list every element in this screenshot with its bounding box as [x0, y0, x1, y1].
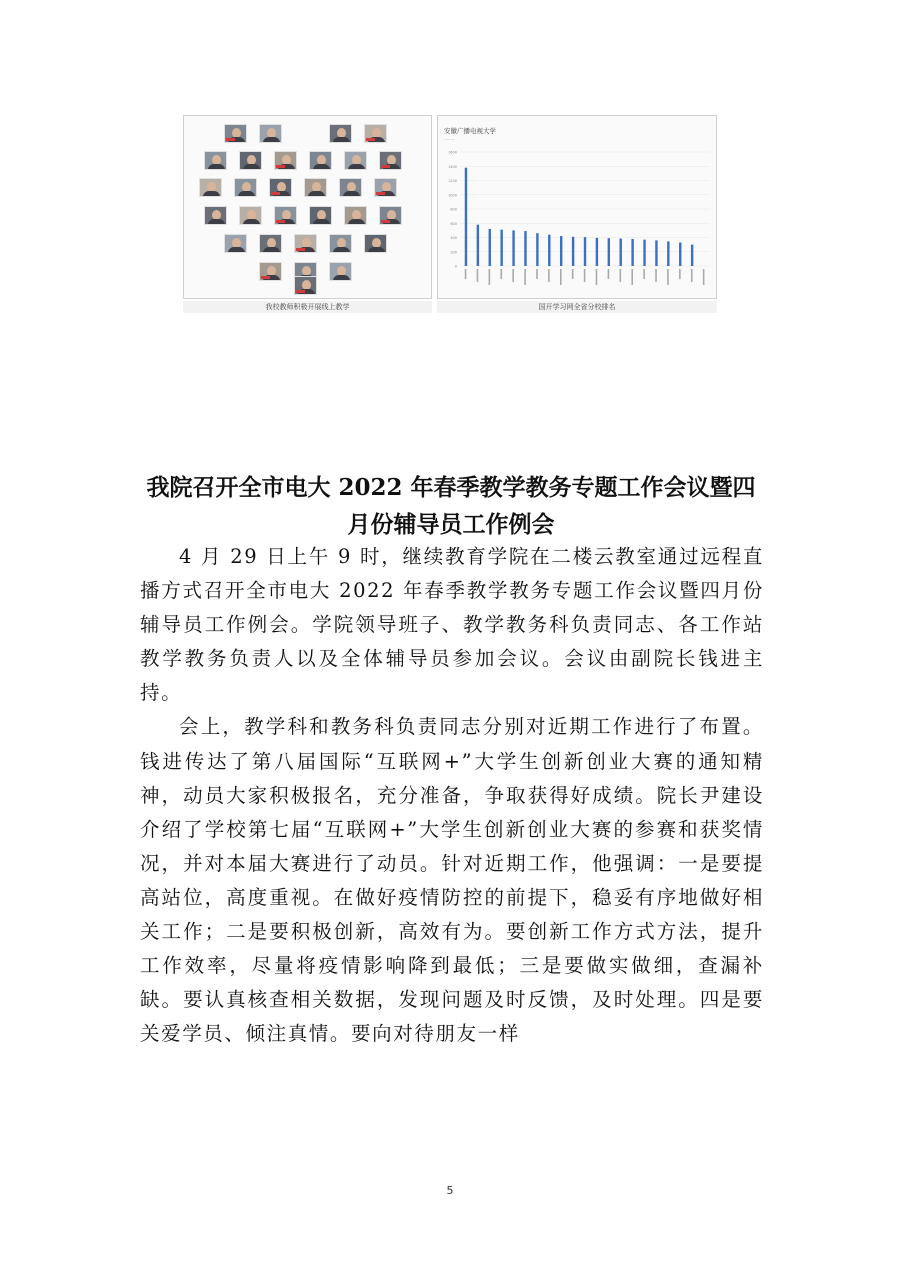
- y-tick-label: 200: [450, 250, 457, 255]
- y-tick-label: 0: [454, 264, 457, 269]
- left-figure-caption: 我校教师积极开展线上教学: [183, 301, 432, 313]
- bar: [536, 233, 538, 266]
- x-tick-label: [596, 269, 598, 285]
- video-participant-tile: [309, 151, 332, 170]
- video-participant-tile: [344, 206, 367, 225]
- x-tick-label: [703, 269, 705, 285]
- bar: [655, 240, 657, 266]
- chart-subtitle: ········: [444, 137, 455, 142]
- bar: [560, 236, 562, 266]
- bar: [500, 230, 502, 266]
- y-tick-label: 1400: [448, 164, 457, 169]
- video-participant-tile: [364, 124, 387, 143]
- x-tick-label: [584, 269, 586, 282]
- chart-frame: [437, 115, 717, 299]
- video-participant-tile: [259, 262, 282, 281]
- bar: [667, 241, 669, 266]
- x-tick-label: [655, 269, 657, 282]
- video-participant-tile: [379, 206, 402, 225]
- bar: [548, 235, 550, 266]
- x-tick-label: [631, 269, 633, 285]
- x-tick-label: [560, 269, 562, 285]
- y-tick-label: 1000: [448, 193, 457, 198]
- x-tick-label: [691, 269, 693, 282]
- x-tick-label: [489, 269, 491, 285]
- video-participant-tile: [294, 234, 317, 253]
- online-teaching-photo: [183, 115, 432, 313]
- right-figure-caption: 国开学习网全省分校排名: [437, 301, 717, 313]
- bar: [679, 242, 681, 266]
- y-tick-label: 1200: [448, 179, 457, 183]
- bar: [512, 230, 514, 266]
- video-participant-tile: [379, 151, 402, 170]
- bar: [620, 239, 622, 266]
- bar: [608, 238, 610, 266]
- bar-chart: [438, 116, 716, 298]
- video-participant-tile: [274, 206, 297, 225]
- video-call-grid: [183, 115, 432, 299]
- article-title: [140, 469, 762, 543]
- video-participant-tile: [329, 234, 352, 253]
- x-tick-label: [679, 269, 681, 279]
- video-participant-tile: [239, 151, 262, 170]
- video-participant-tile: [329, 262, 352, 281]
- video-participant-tile: [199, 178, 222, 197]
- y-tick-label: 1600: [448, 150, 457, 155]
- bar: [584, 237, 586, 266]
- video-participant-tile: [294, 276, 317, 295]
- video-participant-tile: [224, 124, 247, 143]
- paragraph-2: 会上，教学科和教务科负责同志分别对近期工作进行了布置。钱进传达了第八届国际“互联网+”大学生创新创业大赛的通知精神，动员大家积极报名，充分准备，争取获得好成绩。院长尹建设介绍了学校第七届“互联网+”大学生创新创业大赛的参赛和获奖情况，并对本届大赛进行了动员。针对近期工作，他强调：一是要提高站位，高度重视。在做好疫情防控的前提下，稳妥有序地做好相关工作；二是要积极创新，高效有为。要创新工作方式方法，提升工作效率，尽量将疫情影响降到最低；三是要做实做细，查漏补缺。要认真核查相关数据，发现问题及时反馈，及时处理。四是要关爱学员、倾注真情。要向对待朋友一样: [140, 715, 764, 1046]
- video-participant-tile: [364, 234, 387, 253]
- x-tick-label: [620, 269, 622, 282]
- x-tick-label: [477, 269, 479, 282]
- article-title-line-1: 我院召开全市电大 2022 年春季教学教务专题工作会议暨四: [146, 474, 756, 501]
- bar: [572, 237, 574, 266]
- video-participant-tile: [374, 178, 397, 197]
- x-tick-label: [643, 269, 645, 279]
- video-participant-tile: [344, 151, 367, 170]
- x-tick-label: [536, 269, 538, 279]
- video-participant-tile: [339, 178, 362, 197]
- y-tick-label: 800: [450, 207, 457, 212]
- bar: [465, 168, 467, 266]
- x-tick-label: [500, 269, 502, 279]
- x-tick-label: [465, 269, 467, 279]
- video-participant-tile: [309, 206, 332, 225]
- video-participant-tile: [204, 206, 227, 225]
- video-participant-tile: [304, 178, 327, 197]
- x-tick-label: [512, 269, 514, 282]
- page-number: 5: [446, 1184, 454, 1197]
- x-tick-label: [548, 269, 550, 282]
- video-participant-tile: [204, 151, 227, 170]
- x-tick-label: [608, 269, 610, 279]
- y-tick-label: 600: [450, 221, 457, 226]
- video-participant-tile: [259, 124, 282, 143]
- y-tick-label: 400: [450, 236, 457, 240]
- article-body: [140, 540, 764, 1051]
- bar: [524, 231, 526, 266]
- video-participant-tile: [259, 234, 282, 253]
- video-participant-tile: [234, 178, 257, 197]
- video-participant-tile: [269, 178, 292, 197]
- bar: [596, 238, 598, 266]
- bar: [477, 225, 479, 266]
- bar: [643, 240, 645, 266]
- article-title-line-2: 月份辅导员工作例会: [347, 511, 555, 538]
- video-participant-tile: [239, 206, 262, 225]
- x-tick-label: [524, 269, 526, 285]
- bar: [489, 229, 491, 266]
- x-tick-label: [667, 269, 669, 285]
- video-participant-tile: [224, 234, 247, 253]
- video-participant-tile: [274, 151, 297, 170]
- x-tick-label: [572, 269, 574, 279]
- chart-title: 安徽广播电视大学: [444, 127, 496, 135]
- paragraph-1: 4 月 29 日上午 9 时，继续教育学院在二楼云教室通过远程直播方式召开全市电大 2022 年春季教学教务专题工作会议暨四月份辅导员工作例会。学院领导班子、教学教务科负责同志、各工作站教学教务负责人以及全体辅导员参加会议。会议由副院长钱进主持。: [140, 545, 764, 705]
- bar: [631, 239, 633, 266]
- ranking-chart-figure: [437, 115, 717, 313]
- bar: [691, 245, 693, 266]
- video-participant-tile: [329, 124, 352, 143]
